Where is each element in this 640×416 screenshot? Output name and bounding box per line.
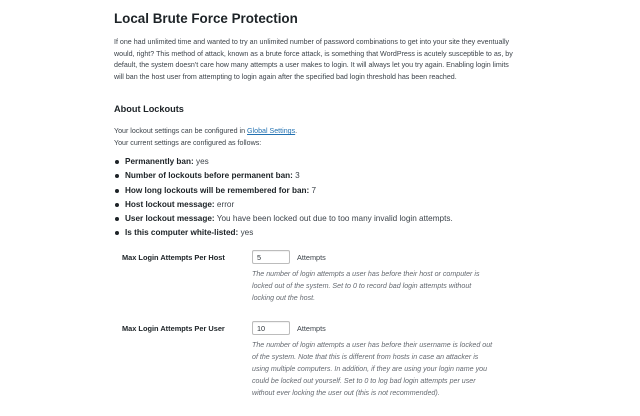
max-attempts-per-user-description: The number of login attempts a user has before their username is locked out of the system. Note that this is different from hosts in case an attacker is using multiple computers. In addition, if they are using your login name you could be locked out yourself. Set to 0 to log bad login attempts per user without ever locking the user out (this is not recommended). [252, 341, 493, 397]
setting-value: You have been locked out due to too many invalid login attempts. [216, 214, 453, 224]
intro-paragraph: If one had unlimited time and wanted to try an unlimited number of password combinations to get into your site they eventually would, right? This method of attack, known as a brute force attack, is something that WordPress is acutely susceptible to as, by default, the system doesn't care how many attempts a user makes to login. It will always let you try again. Enabling login limits will ban the host user from attempting to login again after the specified bad login threshold has been reached. [114, 38, 513, 81]
bullet-icon [115, 174, 119, 178]
setting-value: error [216, 199, 235, 209]
max-attempts-per-user-input[interactable] [252, 321, 290, 335]
config-prefix: Your lockout settings can be configured in [114, 127, 248, 135]
list-item [114, 184, 453, 198]
global-settings-link[interactable]: Global Settings [247, 127, 296, 135]
bullet-icon [115, 231, 119, 235]
max-attempts-per-host-description: The number of login attempts a user has before their host or computer is locked out of the system. Set to 0 to record bad login attempts without locking out the host. [252, 270, 480, 302]
about-lockouts-heading: About Lockouts [114, 104, 184, 114]
setting-label: Is this computer white-listed: [125, 228, 239, 238]
list-item [114, 169, 453, 183]
current-settings-line: Your current settings are configured as follows: [114, 138, 262, 147]
list-item [114, 198, 453, 212]
max-attempts-per-user-label: Max Login Attempts Per User [122, 324, 225, 333]
setting-label: How long lockouts will be remembered for ban: [125, 185, 310, 195]
config-suffix: . [295, 127, 298, 135]
current-settings-list [114, 155, 453, 241]
list-item [114, 226, 453, 240]
setting-label: Number of lockouts before permanent ban: [125, 171, 293, 181]
list-item [114, 155, 453, 169]
page-title: Local Brute Force Protection [114, 11, 298, 26]
setting-label: User lockout message: [125, 214, 215, 224]
lockout-config-text [114, 126, 297, 149]
setting-label: Host lockout message: [125, 199, 215, 209]
setting-value: 3 [295, 171, 300, 181]
setting-label: Permanently ban: [125, 157, 194, 166]
max-attempts-per-host-label: Max Login Attempts Per Host [122, 253, 225, 262]
bullet-icon [115, 217, 119, 221]
setting-value: yes [240, 228, 254, 238]
setting-value: 7 [311, 185, 317, 195]
setting-value: yes [195, 157, 209, 166]
bullet-icon [115, 203, 119, 207]
bullet-icon [115, 189, 119, 193]
max-attempts-per-host-input[interactable] [252, 250, 290, 264]
bullet-icon [115, 160, 119, 164]
list-item [114, 212, 453, 226]
attempts-unit-label: Attempts [297, 253, 326, 262]
attempts-unit-label: Attempts [297, 324, 326, 333]
